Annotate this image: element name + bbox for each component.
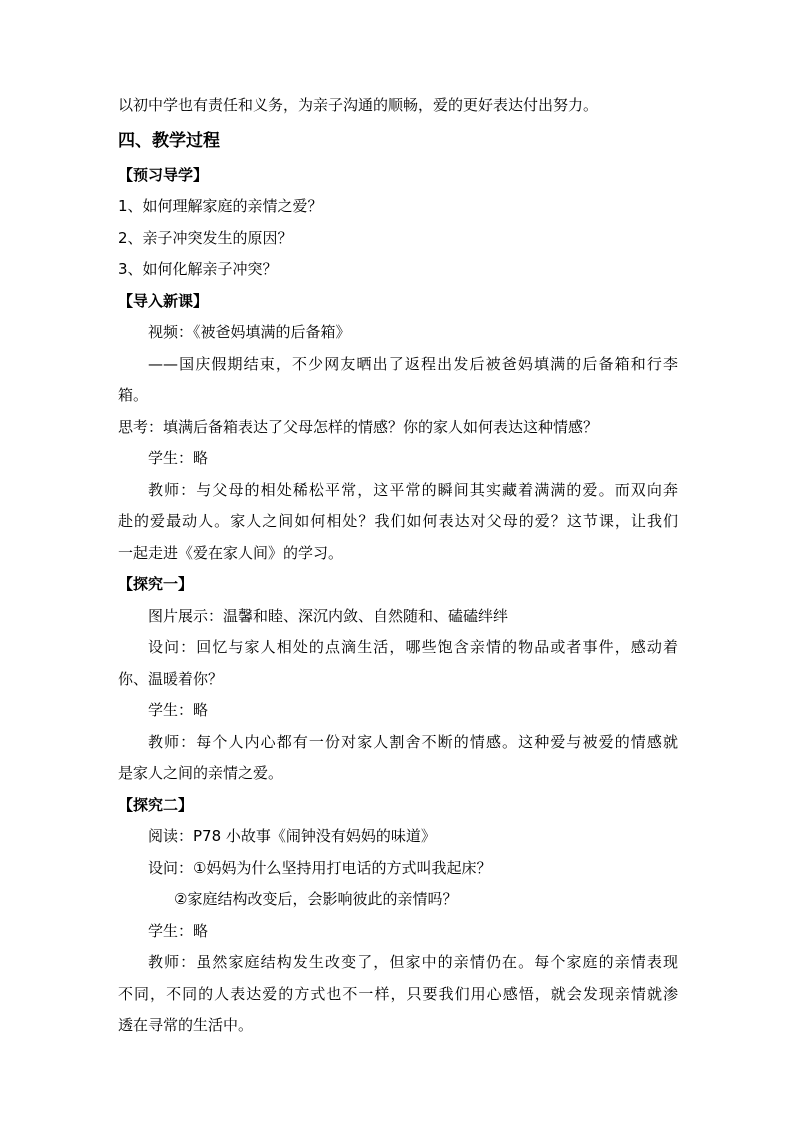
paragraph-line: 是家人之间的亲情之爱。 [118,764,284,782]
paragraph-line: 教师：每个人内心都有一份对家人割舍不断的情感。这种爱与被爱的情感就 [148,732,678,751]
question-item: 2、亲子冲突发生的原因？ [118,228,293,247]
paragraph-line: 图片展示：温馨和睦、深沉内敛、自然随和、磕磕绊绊 [148,606,509,625]
paragraph-line: 透在寻常的生活中。 [118,1016,254,1034]
paragraph-line: 以初中学也有责任和义务，为亲子沟通的顺畅，爱的更好表达付出努力。 [118,96,599,114]
paragraph-line: 教师：与父母的相处稀松平常，这平常的瞬间其实藏着满满的爱。而双向奔 [148,480,678,499]
question-item: 3、如何化解亲子冲突？ [118,260,278,278]
paragraph-line: 一起走进《爱在家人间》的学习。 [118,543,344,562]
paragraph-line: 设问：回忆与家人相处的点滴生活，哪些饱含亲情的物品或者事件，感动着 [148,638,678,656]
section-heading: 四、教学过程 [118,130,220,151]
paragraph-line: 学生：略 [148,701,209,719]
paragraph-line: 学生：略 [148,449,209,467]
paragraph-line: 思考：填满后备箱表达了父母怎样的情感？你的家人如何表达这种情感？ [118,417,599,436]
paragraph-line: 设问：①妈妈为什么坚持用打电话的方式叫我起床？ [148,858,492,877]
subsection-heading: 【探究一】 [118,575,194,593]
paragraph-line: 箱。 [118,386,149,404]
question-item: 1、如何理解家庭的亲情之爱？ [118,197,323,215]
subsection-heading: 【探究二】 [118,795,194,814]
paragraph-line: ②家庭结构改变后，会影响彼此的亲情吗？ [174,890,458,908]
paragraph-line: 教师：虽然家庭结构发生改变了，但家中的亲情仍在。每个家庭的亲情表现 [148,953,678,971]
paragraph-line: 你、温暖着你？ [118,669,224,688]
subsection-heading: 【预习导学】 [118,165,209,184]
document-page [118,90,678,1042]
paragraph-line: 学生：略 [148,921,209,940]
paragraph-line: 不同，不同的人表达爱的方式也不一样，只要我们用心感悟，就会发现亲情就渗 [118,984,678,1003]
paragraph-line: 视频：《被爸妈填满的后备箱》 [148,323,351,341]
paragraph-line: ——国庆假期结束，不少网友晒出了返程出发后被爸妈填满的后备箱和行李 [148,354,678,373]
paragraph-line: 赴的爱最动人。家人之间如何相处？我们如何表达对父母的爱？这节课，让我们 [118,512,678,530]
paragraph-line: 阅读：P78 小故事《闹钟没有妈妈的味道》 [148,827,436,845]
subsection-heading: 【导入新课】 [118,291,209,310]
